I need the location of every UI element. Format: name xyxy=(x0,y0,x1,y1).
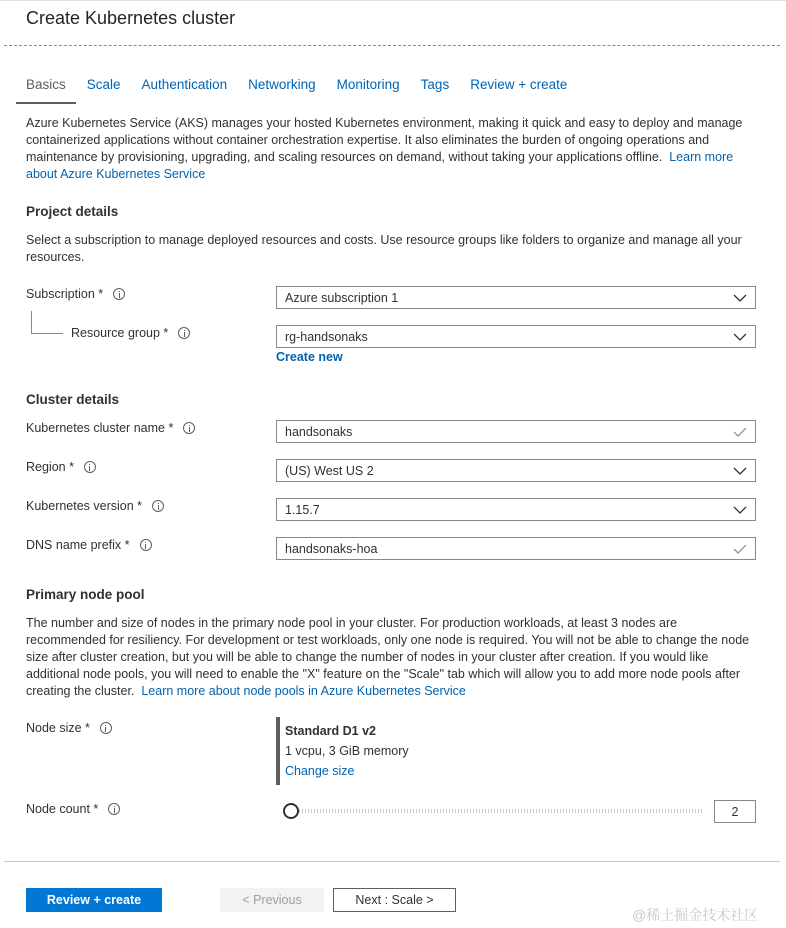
learn-more-node-pools-link[interactable]: Learn more about node pools in Azure Kubernetes Service xyxy=(141,684,466,698)
learn-more-aks-link[interactable]: Learn more about Azure Kubernetes Service xyxy=(26,150,734,181)
region-label xyxy=(26,460,96,474)
checkmark-icon xyxy=(733,544,747,554)
top-divider xyxy=(0,0,786,1)
node-count-input[interactable]: 2 xyxy=(714,800,756,823)
previous-button[interactable]: < Previous xyxy=(220,888,324,912)
header-divider xyxy=(4,45,780,46)
chevron-down-icon xyxy=(733,293,747,303)
dns-prefix-value: handsonaks-hoa xyxy=(285,541,378,556)
subscription-select[interactable] xyxy=(276,286,756,309)
resource-group-value: rg-handsonaks xyxy=(285,329,368,344)
tab-authentication[interactable]: Authentication xyxy=(141,77,228,92)
resource-group-label-text: Resource group * xyxy=(71,326,169,340)
node-pool-description: The number and size of nodes in the primary node pool in your cluster. For production workloads, at least 3 nodes are recommended for resiliency. For development or test workloads, only one node is required. You will not be able to change the node size after cluster creation, but you will be able to change the number of nodes in your cluster after creation. If you would like additional node pools, you will need to enable the "X" feature on the "Scale" tab which will allow you to add more node pools after creating the cluster. xyxy=(26,616,750,698)
node-count-slider-thumb[interactable] xyxy=(283,803,299,819)
info-icon[interactable] xyxy=(108,803,120,815)
kubernetes-version-label xyxy=(26,499,164,513)
cluster-details-title: Cluster details xyxy=(26,392,120,407)
node-pool-paragraph xyxy=(26,615,756,700)
chevron-down-icon xyxy=(733,332,747,342)
node-size-indicator xyxy=(276,717,280,785)
kubernetes-version-label-text: Kubernetes version * xyxy=(26,499,143,513)
info-icon[interactable] xyxy=(152,500,164,512)
node-count-label-text: Node count * xyxy=(26,802,99,816)
chevron-down-icon xyxy=(733,505,747,515)
cluster-name-value: handsonaks xyxy=(285,424,353,439)
kubernetes-version-select[interactable] xyxy=(276,498,756,521)
info-icon[interactable] xyxy=(100,722,112,734)
tree-connector xyxy=(31,333,63,334)
tab-monitoring[interactable]: Monitoring xyxy=(336,77,400,92)
info-icon[interactable] xyxy=(140,539,152,551)
dns-prefix-label xyxy=(26,538,152,552)
dns-prefix-label-text: DNS name prefix * xyxy=(26,538,130,552)
region-label-text: Region * xyxy=(26,460,74,474)
node-count-label xyxy=(26,802,120,816)
checkmark-icon xyxy=(733,427,747,437)
info-icon[interactable] xyxy=(178,327,190,339)
kubernetes-version-value: 1.15.7 xyxy=(285,502,320,517)
tab-basics[interactable]: Basics xyxy=(26,77,66,99)
tree-connector xyxy=(31,311,32,333)
region-value: (US) West US 2 xyxy=(285,463,374,478)
page-title: Create Kubernetes cluster xyxy=(26,8,236,28)
node-size-label-text: Node size * xyxy=(26,721,90,735)
subscription-value: Azure subscription 1 xyxy=(285,290,399,305)
intro-text: Azure Kubernetes Service (AKS) manages your hosted Kubernetes environment, making it quick and easy to deploy and manage containerized applications without container orchestration expertise. It also eliminates the burden of ongoing operations and maintenance by provisioning, upgrading, and scaling resources on demand, without taking your applications offline. xyxy=(26,116,743,164)
next-scale-button[interactable]: Next : Scale > xyxy=(333,888,456,912)
tab-bar xyxy=(26,77,588,99)
subscription-label xyxy=(26,287,125,301)
node-count-slider-track[interactable] xyxy=(290,809,702,813)
cluster-name-label xyxy=(26,421,195,435)
cluster-name-input[interactable] xyxy=(276,420,756,443)
resource-group-select[interactable] xyxy=(276,325,756,348)
info-icon[interactable] xyxy=(84,461,96,473)
tab-networking[interactable]: Networking xyxy=(248,77,316,92)
review-create-button[interactable]: Review + create xyxy=(26,888,162,912)
project-details-description: Select a subscription to manage deployed resources and costs. Use resource groups like folders to organize and manage all your resources. xyxy=(26,233,742,264)
chevron-down-icon xyxy=(733,466,747,476)
region-select[interactable] xyxy=(276,459,756,482)
intro-paragraph xyxy=(26,115,756,183)
primary-node-pool-title: Primary node pool xyxy=(26,587,145,602)
resource-group-label xyxy=(71,326,190,340)
tab-tags[interactable]: Tags xyxy=(420,77,450,92)
subscription-label-text: Subscription * xyxy=(26,287,104,301)
tab-review-create[interactable]: Review + create xyxy=(470,77,568,92)
tab-scale[interactable]: Scale xyxy=(86,77,121,92)
info-icon[interactable] xyxy=(183,422,195,434)
dns-prefix-input[interactable] xyxy=(276,537,756,560)
footer-divider xyxy=(4,861,780,862)
create-new-link[interactable]: Create new xyxy=(276,350,343,364)
node-size-label xyxy=(26,721,112,735)
node-size-name: Standard D1 v2 xyxy=(285,724,377,738)
info-icon[interactable] xyxy=(113,288,125,300)
change-size-link[interactable]: Change size xyxy=(285,764,355,778)
cluster-name-label-text: Kubernetes cluster name * xyxy=(26,421,174,435)
node-size-spec: 1 vcpu, 3 GiB memory xyxy=(285,744,409,758)
project-details-title: Project details xyxy=(26,204,119,219)
watermark: @稀土掘金技术社区 xyxy=(632,907,759,923)
